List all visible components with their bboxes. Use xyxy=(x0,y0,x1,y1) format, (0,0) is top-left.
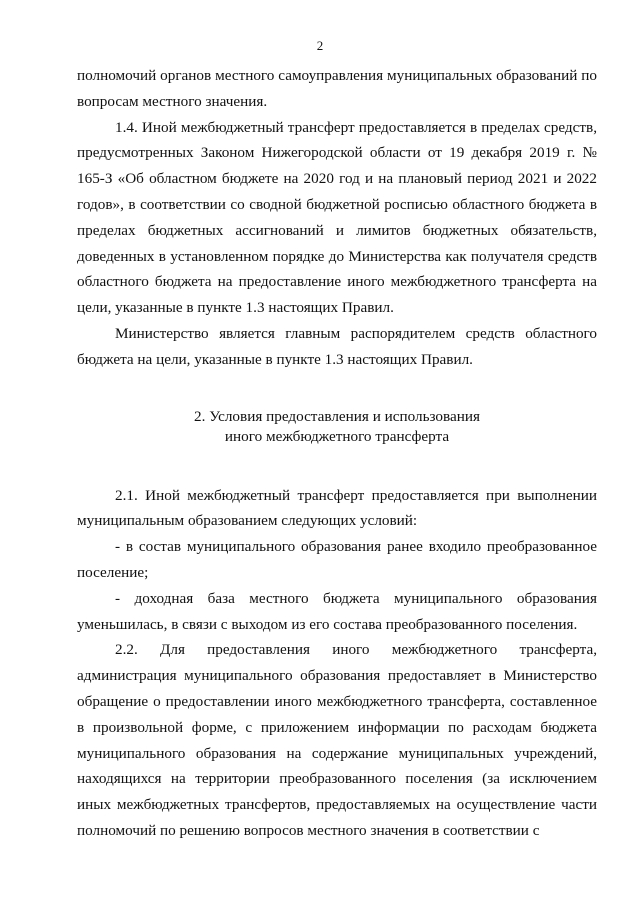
paragraph-ministry-role: Министерство является главным распорядителем средств областного бюджета на цели, указанные в пункте 1.3 настоящих Правил. xyxy=(77,324,597,368)
list-item-condition-2: - доходная база местного бюджета муниципального образования уменьшилась, в связи с выходом из его состава преобразованного поселения. xyxy=(77,589,597,633)
paragraph-1-4: 1.4. Иной межбюджетный трансферт предоставляется в пределах средств, предусмотренных Законом Нижегородской области от 19 декабря 2019 г. № 165-З «Об областном бюджете на 2020 год и на плановый период 2021 и 2022 годов», в соответствии со сводной бюджетной росписью областного бюджета в пределах бюджетных ассигнований и лимитов бюджетных обязательств, доведенных в установленном порядке до Министерства как получателя средств областного бюджета на предоставление иного межбюджетного трансферта на цели, указанные в пункте 1.3 настоящих Правил. xyxy=(77,118,597,317)
document-body xyxy=(77,63,597,844)
section-heading-line-2: иного межбюджетного трансферта xyxy=(224,427,450,445)
paragraph-2-2: 2.2. Для предоставления иного межбюджетного трансферта, администрация муниципального образования предоставляет в Министерство обращение о предоставлении иного межбюджетного трансферта, составленное в произвольной форме, с приложением информации по расходам бюджета муниципального образования на содержание муниципальных учреждений, находящихся на территории преобразованного поселения (за исключением иных межбюджетных трансфертов, предоставляемых на осуществление части полномочий по решению вопросов местного значения в соответствии с xyxy=(77,641,597,839)
section-heading xyxy=(77,407,597,447)
page-number: 2 xyxy=(316,38,324,53)
paragraph-2-1: 2.1. Иной межбюджетный трансферт предоставляется при выполнении муниципальным образованием следующих условий: xyxy=(77,486,597,530)
paragraph-continuation: полномочий органов местного самоуправления муниципальных образований по вопросам местного значения. xyxy=(77,67,597,110)
list-item-condition-1: - в состав муниципального образования ранее входило преобразованное поселение; xyxy=(77,538,597,581)
section-heading-line-1: 2. Условия предоставления и использования xyxy=(194,407,480,425)
